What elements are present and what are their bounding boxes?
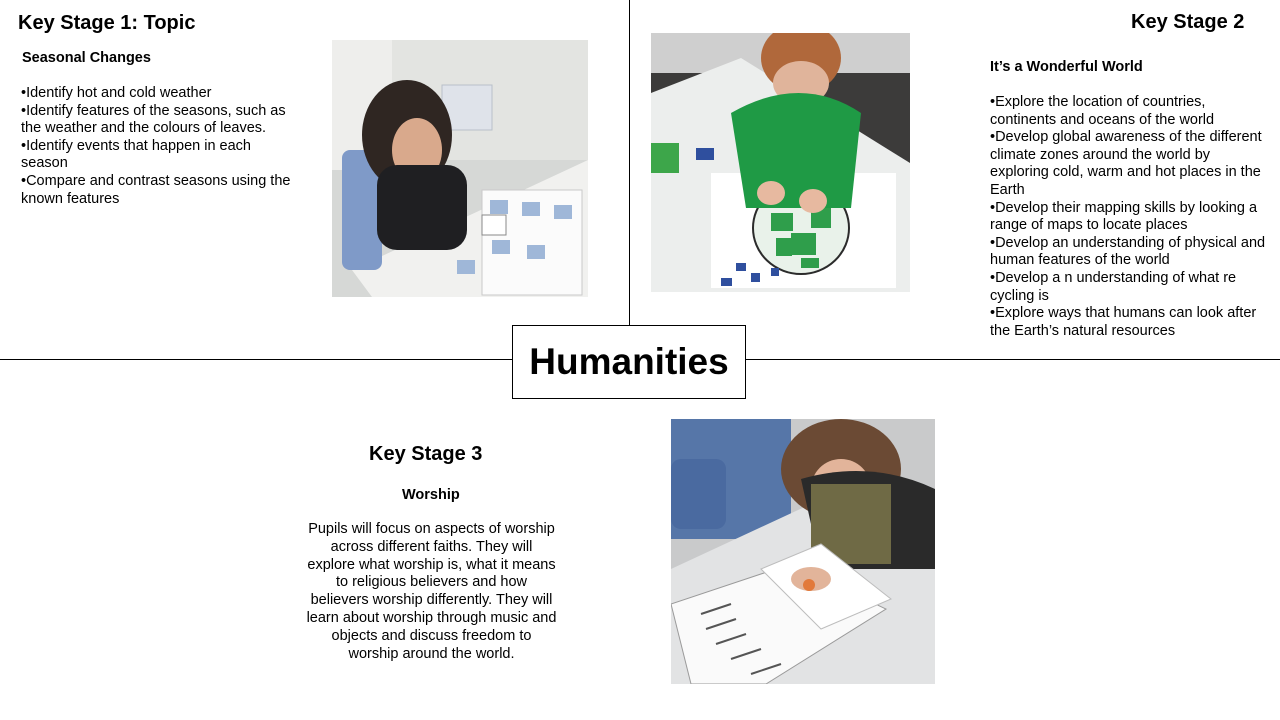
ks3-photo bbox=[671, 419, 935, 684]
ks2-subheading: It’s a Wonderful World bbox=[990, 59, 1143, 75]
ks2-photo bbox=[651, 33, 910, 292]
ks2-bullet: •Develop a n understanding of what re cycling is bbox=[990, 269, 1237, 304]
ks1-heading: Key Stage 1: Topic bbox=[18, 12, 196, 34]
ks1-bullet: •Compare and contrast seasons using the known features bbox=[21, 172, 291, 207]
ks1-bullet-list bbox=[21, 85, 296, 208]
ks1-photo bbox=[332, 40, 588, 297]
ks2-bullet: •Develop their mapping skills by looking a range of maps to locate places bbox=[990, 199, 1258, 234]
page-title: Humanities bbox=[512, 325, 746, 399]
vertical-divider bbox=[629, 0, 630, 325]
horizontal-divider-left bbox=[0, 359, 513, 360]
ks3-body: Pupils will focus on aspects of worship across different faiths. They will explore what worship is, what it means to religious believers and how believers worship differently. They will learn about worship through music and objects and discuss freedom to worship around the world. bbox=[306, 521, 557, 662]
ks2-heading: Key Stage 2 bbox=[1131, 11, 1245, 33]
ks1-bullet: •Identify events that happen in each season bbox=[21, 137, 251, 172]
ks2-bullet: •Explore the location of countries, continents and oceans of the world bbox=[990, 94, 1215, 128]
ks2-bullet: •Explore ways that humans can look after the Earth’s natural resources bbox=[990, 305, 1257, 339]
ks1-bullet: •Identify hot and cold weather bbox=[21, 85, 212, 101]
horizontal-divider-right bbox=[746, 359, 1280, 360]
ks3-subheading: Worship bbox=[402, 487, 460, 503]
ks2-bullet: •Develop global awareness of the different climate zones around the world by exploring cold, warm and hot places in the Earth bbox=[990, 129, 1262, 198]
ks3-heading: Key Stage 3 bbox=[369, 443, 483, 465]
ks2-bullet-list bbox=[990, 94, 1272, 340]
ks2-bullet: •Develop an understanding of physical and human features of the world bbox=[990, 234, 1266, 269]
ks1-bullet: •Identify features of the seasons, such as the weather and the colours of leaves. bbox=[21, 102, 286, 137]
ks1-subheading: Seasonal Changes bbox=[22, 50, 151, 66]
